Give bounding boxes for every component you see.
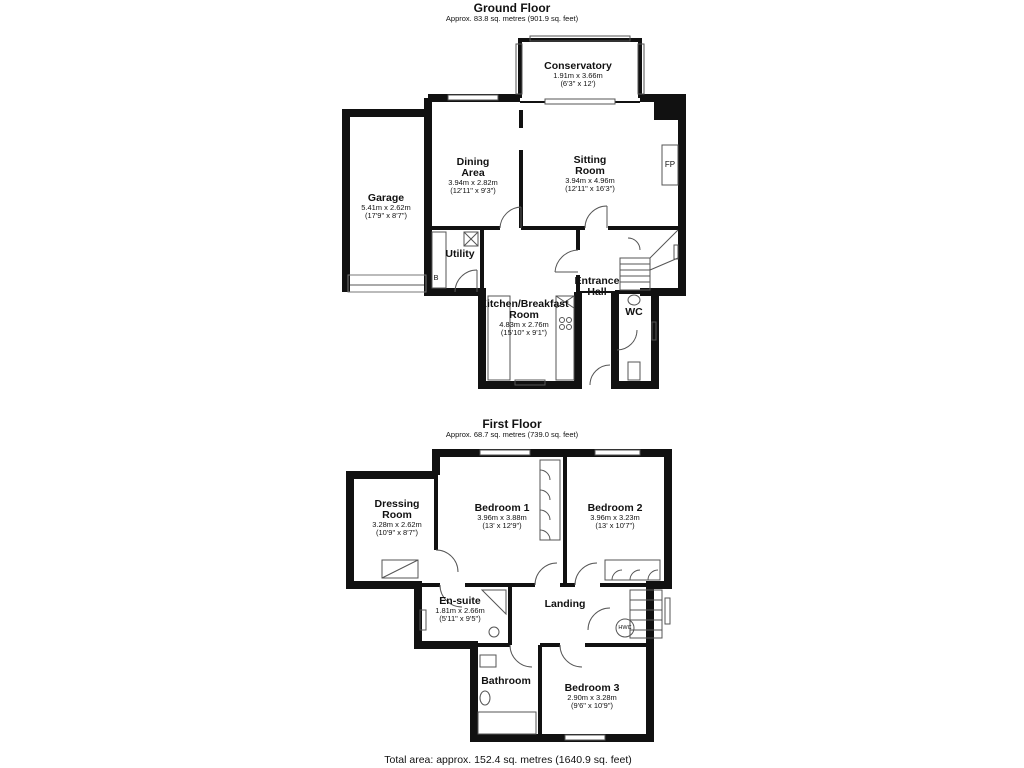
front-door — [590, 365, 610, 385]
dressing-metric: 3.28m x 2.62m — [372, 520, 422, 529]
sitting-door — [585, 206, 607, 228]
dining-label-1: Dining — [456, 156, 490, 168]
fireplace-label: FP — [664, 160, 676, 169]
wc-label: WC — [625, 306, 643, 318]
entrance-label-2: Hall — [587, 286, 607, 298]
hwc-label: HWC — [618, 625, 632, 631]
bedroom3-metric: 2.90m x 3.28m — [567, 693, 617, 702]
hall-door — [555, 250, 578, 272]
ensuite-label: En-suite — [439, 595, 481, 607]
kitchen-label-2: Room — [509, 309, 539, 321]
bed2-wardrobe — [605, 560, 660, 580]
kitchen-imperial: (15'10" x 9'1") — [500, 328, 548, 337]
conservatory-metric: 1.91m x 3.66m — [553, 71, 603, 80]
garage-imperial: (17'9" x 8'7") — [365, 211, 407, 220]
dining-label-2: Area — [461, 167, 485, 179]
bedroom1-label: Bedroom 1 — [474, 502, 530, 514]
total-area: Total area: approx. 152.4 sq. metres (1640.9 sq. feet) — [384, 754, 632, 766]
sitting-label-2: Room — [575, 165, 605, 177]
wc-door — [617, 330, 637, 350]
kitchen-metric: 4.83m x 2.76m — [499, 320, 549, 329]
sitting-metric: 3.94m x 4.96m — [565, 176, 615, 185]
bedroom2-imperial: (13' x 10'7") — [595, 521, 635, 530]
garage-metric: 5.41m x 2.62m — [361, 203, 411, 212]
garage-label: Garage — [367, 192, 405, 204]
bedroom1-metric: 3.96m x 3.88m — [477, 513, 527, 522]
garage-door — [348, 275, 426, 292]
landing-label: Landing — [544, 598, 586, 610]
utility-label: Utility — [445, 248, 475, 260]
sitting-label-1: Sitting — [573, 154, 607, 166]
bedroom2-metric: 3.96m x 3.23m — [590, 513, 640, 522]
ground-floor-plan — [346, 98, 682, 385]
bathroom-label: Bathroom — [481, 675, 531, 687]
dressing-label-2: Room — [382, 509, 412, 521]
dressing-label-1: Dressing — [374, 498, 420, 510]
ground-stairs — [620, 258, 650, 290]
dining-door — [500, 207, 521, 228]
bath — [478, 712, 536, 734]
bedroom3-label: Bedroom 3 — [564, 682, 620, 694]
entrance-label-1: Entrance — [574, 275, 620, 287]
bedroom3-imperial: (9'6" x 10'9") — [571, 701, 613, 710]
ground-floor-area: Approx. 83.8 sq. metres (901.9 sq. feet) — [445, 14, 579, 23]
first-floor-area: Approx. 68.7 sq. metres (739.0 sq. feet) — [445, 430, 579, 439]
conservatory-imperial: (6'3" x 12') — [560, 79, 596, 88]
dressing-imperial: (10'9" x 8'7") — [376, 528, 418, 537]
dining-imperial: (12'11" x 9'3") — [450, 186, 496, 195]
ensuite-metric: 1.81m x 2.66m — [435, 606, 485, 615]
first-floor-title: First Floor — [482, 417, 542, 431]
ground-floor-title: Ground Floor — [473, 1, 551, 15]
ensuite-imperial: (5'11" x 9'5") — [439, 614, 481, 623]
conservatory-label: Conservatory — [544, 60, 612, 72]
bedroom2-label: Bedroom 2 — [587, 502, 643, 514]
boiler-label: B — [433, 273, 439, 282]
sitting-imperial: (12'11" x 16'3") — [565, 184, 615, 193]
bedroom1-imperial: (13' x 12'9") — [482, 521, 522, 530]
sitting-top-wall — [640, 98, 682, 292]
dining-metric: 3.94m x 2.82m — [448, 178, 498, 187]
kitchen-label-1: Kitchen/Breakfast — [479, 298, 569, 310]
